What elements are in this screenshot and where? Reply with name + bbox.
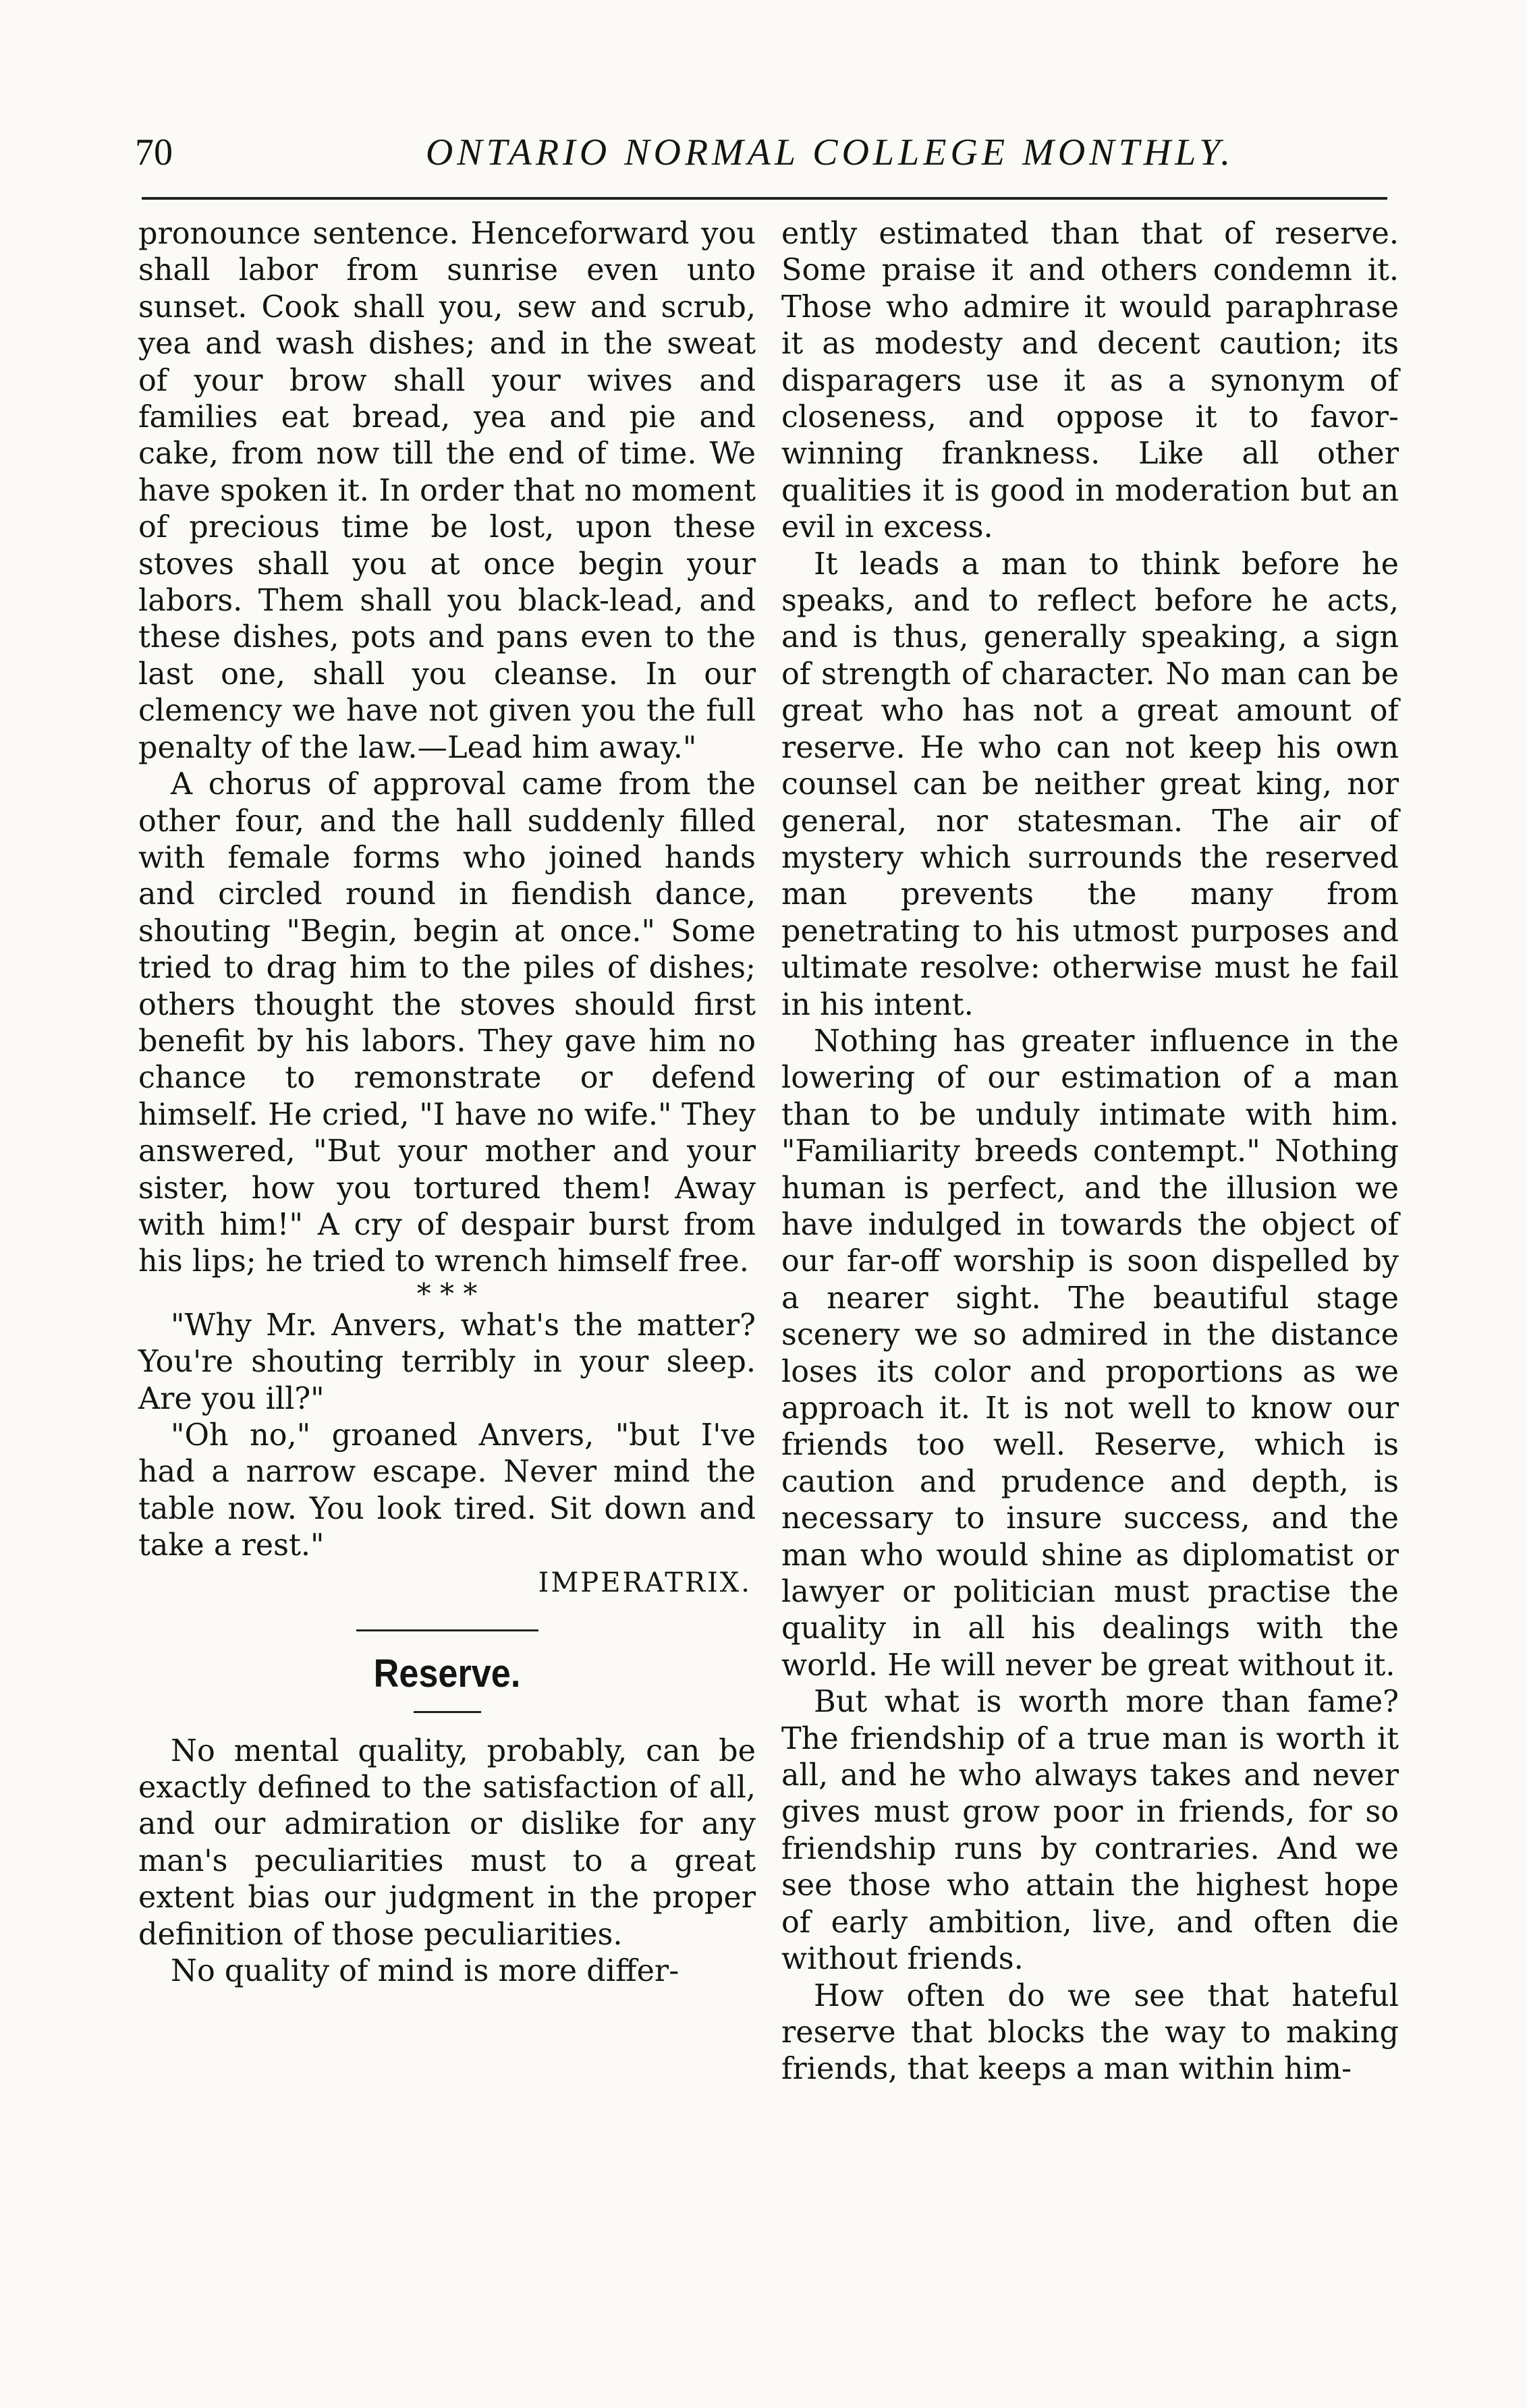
header-rule [142, 197, 1387, 200]
story-paragraph-4: "Oh no," groaned Anvers, "but I've had a narrow escape. Never mind the table now. You look tired. Sit down and take a rest." [138, 1418, 756, 1563]
story-paragraph-1: pronounce sentence. Henceforward you shall labor from sunrise even unto sunset. Cook shall you, sew and scrub, yea and wash dishes; and in the sweat of your brow shall your wives and families eat bread, yea and pie and cake, from now till the end of time. We have spoken it. In order that no moment of precious time be lost, upon these stoves shall you at once begin your labors. Them shall you black-lead, and these dishes, pots and pans even to the last one, shall you cleanse. In our clemency we have not given you the full penalty of the law.—Lead him away." [138, 217, 756, 765]
page-header [135, 128, 1390, 182]
article-paragraph-6: How often do we see that hateful reserve that blocks the way to making friends, that keeps a man within him- [781, 1978, 1399, 2087]
right-column [781, 216, 1399, 2088]
article-divider [356, 1629, 538, 1631]
story-paragraph-3: "Why Mr. Anvers, what's the matter? You're shouting terribly in your sleep. Are you ill?" [138, 1308, 756, 1416]
article-paragraph-2-continued: ently estimated than that of reserve. Some praise it and others condemn it. Those who admire it would paraphrase it as modesty and decent caution; its disparagers use it as a synonym of closeness, and oppose it to favor-winning frankness. Like all other qualities it is good in moderation but an evil in excess. [781, 217, 1399, 545]
running-title: ONTARIO NORMAL COLLEGE MONTHLY. [425, 132, 1235, 173]
page-number: 70 [135, 132, 173, 173]
story-paragraph-2: A chorus of approval came from the other four, and the hall suddenly filled with female forms who joined hands and circled round in fiendish dance, shouting "Begin, begin at once." Some tried to drag him to the piles of dishes; others thought the stoves should first benefit by his labors. They gave him no chance to remonstrate or defend himself. He cried, "I have no wife." They answered, "But your mother and your sister, how you tortured them! Away with him!" A cry of despair burst from his lips; he tried to wrench himself free. [138, 767, 756, 1279]
section-break-asterisks: * * * [416, 1277, 478, 1310]
author-signature: IMPERATRIX. [538, 1567, 752, 1598]
article-paragraph-3: It leads a man to think before he speaks, and to reflect before he acts, and is thus, generally speaking, a sign of strength of character. No man can be great who has not a great amount of reserve. He who can not keep his own counsel can be neither great king, nor general, nor statesman. The air of mystery which surrounds the reserved man prevents the many from penetrating to his utmost purposes and ultimate resolve: otherwise must he fail in his intent. [781, 547, 1399, 1022]
article-title: Reserve. [373, 1651, 521, 1696]
left-column [138, 216, 756, 1990]
article-paragraph-5: But what is worth more than fame? The friendship of a true man is worth it all, and he who always takes and never gives must grow poor in friends, for so friendship runs by contraries. And we see those who attain the highest hope of early ambition, live, and often die without friends. [781, 1685, 1399, 1977]
article-paragraph-2: No quality of mind is more differ- [171, 1954, 679, 1989]
title-underline [414, 1711, 481, 1713]
article-paragraph-4: Nothing has greater influence in the lowering of our estimation of a man than to be unduly intimate with him. "Familiarity breeds contempt." Nothing human is perfect, and the illusion we have indulged in towards the object of our far-off worship is soon dispelled by a nearer sight. The beautiful stage scenery we so admired in the distance loses its color and proportions as we approach it. It is not well to know our friends too well. Reserve, which is caution and prudence and depth, is necessary to insure success, and the man who would shine as diplomatist or lawyer or politician must practise the quality in all his dealings with the world. He will never be great without it. [781, 1024, 1399, 1683]
article-paragraph-1: No mental quality, probably, can be exactly defined to the satisfaction of all, and our admiration or dislike for any man's peculiarities must to a great extent bias our judgment in the proper definition of those peculiarities. [138, 1733, 756, 1952]
